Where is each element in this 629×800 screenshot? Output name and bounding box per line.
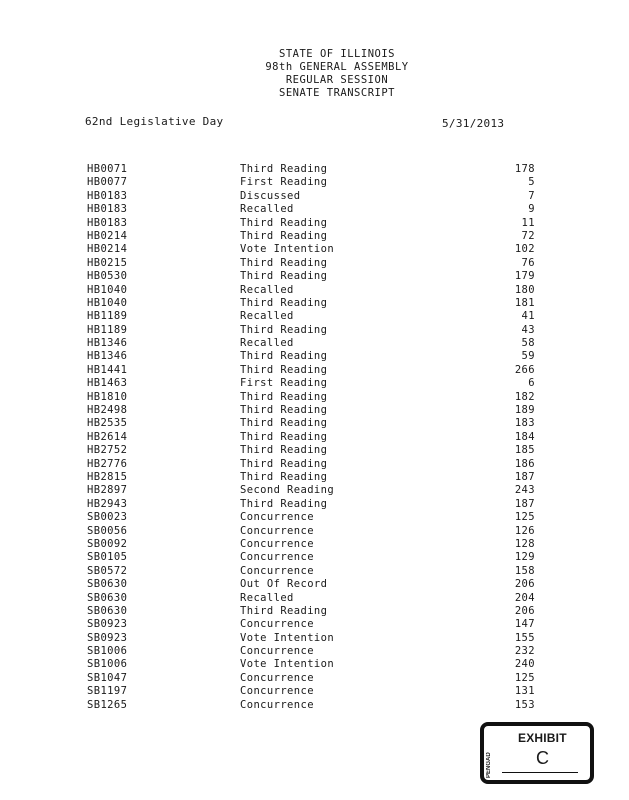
index-row <box>0 417 629 430</box>
bill-action: Out Of Record <box>240 578 328 591</box>
bill-number: SB0630 <box>87 604 128 617</box>
index-row <box>0 230 629 243</box>
page-number: 102 <box>514 243 535 256</box>
page-number: 155 <box>514 631 535 644</box>
bill-action: Recalled <box>240 310 294 323</box>
bill-number: HB1189 <box>87 310 128 323</box>
bill-action: Concurrence <box>240 551 314 564</box>
bill-number: SB0105 <box>87 551 128 564</box>
bill-action: Vote Intention <box>240 658 335 671</box>
bill-action: Concurrence <box>240 685 314 698</box>
bill-action: Concurrence <box>240 537 314 550</box>
index-row <box>0 350 629 363</box>
index-row <box>0 685 629 698</box>
index-row <box>0 243 629 256</box>
index-row <box>0 431 629 444</box>
bill-action: Third Reading <box>240 350 328 363</box>
bill-action: Concurrence <box>240 524 314 537</box>
bill-number: HB2614 <box>87 430 128 443</box>
index-row <box>0 498 629 511</box>
index-row <box>0 284 629 297</box>
bill-action: Concurrence <box>240 618 314 631</box>
bill-number: HB0183 <box>87 189 128 202</box>
bill-index-list <box>0 163 629 712</box>
exhibit-letter: C <box>536 748 549 768</box>
page-number: 125 <box>514 511 535 524</box>
bill-action: Recalled <box>240 203 294 216</box>
page-number: 158 <box>514 564 535 577</box>
bill-action: Recalled <box>240 337 294 350</box>
page-number: 126 <box>514 524 535 537</box>
index-row <box>0 404 629 417</box>
page-number: 240 <box>514 658 535 671</box>
bill-number: SB1047 <box>87 671 128 684</box>
bill-number: HB0530 <box>87 270 128 283</box>
bill-number: HB1346 <box>87 337 128 350</box>
index-row <box>0 217 629 230</box>
index-row <box>0 203 629 216</box>
index-row <box>0 645 629 658</box>
bill-number: SB0092 <box>87 537 128 550</box>
bill-action: Discussed <box>240 189 301 202</box>
exhibit-side-text: PENGAD <box>486 752 492 778</box>
index-row <box>0 190 629 203</box>
bill-number: SB0572 <box>87 564 128 577</box>
bill-action: Third Reading <box>240 256 328 269</box>
bill-number: HB1346 <box>87 350 128 363</box>
page-number: 41 <box>521 310 535 323</box>
index-row <box>0 525 629 538</box>
page-number: 5 <box>528 176 535 189</box>
page-number: 182 <box>514 390 535 403</box>
bill-action: Third Reading <box>240 604 328 617</box>
bill-number: SB1265 <box>87 698 128 711</box>
bill-number: HB2815 <box>87 470 128 483</box>
bill-number: HB0077 <box>87 176 128 189</box>
page-number: 181 <box>514 296 535 309</box>
index-row <box>0 538 629 551</box>
index-row <box>0 297 629 310</box>
page-number: 6 <box>528 377 535 390</box>
index-row <box>0 551 629 564</box>
bill-number: HB1040 <box>87 296 128 309</box>
bill-number: HB1463 <box>87 377 128 390</box>
bill-action: Third Reading <box>240 417 328 430</box>
page-number: 187 <box>514 470 535 483</box>
index-row <box>0 337 629 350</box>
index-row <box>0 176 629 189</box>
index-row <box>0 658 629 671</box>
bill-number: SB0923 <box>87 631 128 644</box>
page-number: 147 <box>514 618 535 631</box>
bill-action: Concurrence <box>240 645 314 658</box>
index-row <box>0 377 629 390</box>
bill-action: Concurrence <box>240 511 314 524</box>
index-row <box>0 458 629 471</box>
bill-action: Third Reading <box>240 404 328 417</box>
page-number: 243 <box>514 484 535 497</box>
bill-number: SB0630 <box>87 591 128 604</box>
bill-number: SB1006 <box>87 645 128 658</box>
exhibit-stamp <box>480 722 594 784</box>
bill-number: HB1189 <box>87 323 128 336</box>
page-number: 131 <box>514 685 535 698</box>
bill-action: Second Reading <box>240 484 335 497</box>
transcript-date: 5/31/2013 <box>442 117 505 130</box>
bill-action: First Reading <box>240 176 328 189</box>
page-number: 266 <box>514 363 535 376</box>
bill-number: HB0215 <box>87 256 128 269</box>
page-number: 184 <box>514 430 535 443</box>
index-row <box>0 592 629 605</box>
bill-number: SB0023 <box>87 511 128 524</box>
index-row <box>0 511 629 524</box>
page-number: 204 <box>514 591 535 604</box>
page-number: 7 <box>528 189 535 202</box>
bill-action: Recalled <box>240 591 294 604</box>
exhibit-title: EXHIBIT <box>518 731 567 745</box>
index-row <box>0 364 629 377</box>
legislative-day: 62nd Legislative Day <box>85 115 224 128</box>
header-state: STATE OF ILLINOIS <box>279 48 395 60</box>
index-row <box>0 471 629 484</box>
bill-action: Third Reading <box>240 444 328 457</box>
bill-number: SB0056 <box>87 524 128 537</box>
bill-action: First Reading <box>240 377 328 390</box>
bill-action: Third Reading <box>240 163 328 175</box>
bill-number: HB2776 <box>87 457 128 470</box>
index-row <box>0 310 629 323</box>
bill-action: Concurrence <box>240 671 314 684</box>
index-row <box>0 605 629 618</box>
page-number: 43 <box>521 323 535 336</box>
bill-action: Third Reading <box>240 216 328 229</box>
exhibit-underline <box>502 772 578 773</box>
index-row <box>0 257 629 270</box>
page-number: 128 <box>514 537 535 550</box>
bill-number: SB0630 <box>87 578 128 591</box>
bill-number: HB0214 <box>87 229 128 242</box>
page-number: 180 <box>514 283 535 296</box>
bill-action: Third Reading <box>240 470 328 483</box>
page-number: 179 <box>514 270 535 283</box>
page-number: 58 <box>521 337 535 350</box>
bill-number: HB1810 <box>87 390 128 403</box>
bill-number: SB1197 <box>87 685 128 698</box>
bill-number: HB2897 <box>87 484 128 497</box>
page-number: 206 <box>514 578 535 591</box>
bill-action: Vote Intention <box>240 243 335 256</box>
page-number: 9 <box>528 203 535 216</box>
bill-action: Third Reading <box>240 430 328 443</box>
bill-action: Third Reading <box>240 390 328 403</box>
index-row <box>0 163 629 176</box>
page-number: 232 <box>514 645 535 658</box>
index-row <box>0 565 629 578</box>
bill-number: SB0923 <box>87 618 128 631</box>
bill-number: HB0071 <box>87 163 128 175</box>
page-number: 76 <box>521 256 535 269</box>
transcript-header <box>0 48 629 100</box>
bill-number: HB2535 <box>87 417 128 430</box>
page-number: 153 <box>514 698 535 711</box>
bill-action: Recalled <box>240 283 294 296</box>
page-number: 186 <box>514 457 535 470</box>
page-number: 72 <box>521 229 535 242</box>
index-row <box>0 699 629 712</box>
bill-number: HB0183 <box>87 203 128 216</box>
page-number: 11 <box>521 216 535 229</box>
bill-action: Third Reading <box>240 296 328 309</box>
bill-number: HB0183 <box>87 216 128 229</box>
header-transcript: SENATE TRANSCRIPT <box>279 87 395 99</box>
bill-number: HB2498 <box>87 404 128 417</box>
bill-action: Vote Intention <box>240 631 335 644</box>
index-row <box>0 672 629 685</box>
index-row <box>0 618 629 631</box>
bill-number: HB1441 <box>87 363 128 376</box>
bill-number: HB0214 <box>87 243 128 256</box>
page-number: 189 <box>514 404 535 417</box>
page-number: 125 <box>514 671 535 684</box>
index-row <box>0 270 629 283</box>
header-session: REGULAR SESSION <box>285 74 389 86</box>
header-assembly: 98th GENERAL ASSEMBLY <box>265 61 409 73</box>
index-row <box>0 324 629 337</box>
index-row <box>0 632 629 645</box>
bill-action: Third Reading <box>240 497 328 510</box>
bill-number: HB2752 <box>87 444 128 457</box>
bill-action: Concurrence <box>240 564 314 577</box>
page-number: 187 <box>514 497 535 510</box>
page-number: 185 <box>514 444 535 457</box>
page-number: 129 <box>514 551 535 564</box>
index-row <box>0 578 629 591</box>
page-number: 59 <box>521 350 535 363</box>
bill-action: Third Reading <box>240 457 328 470</box>
bill-action: Concurrence <box>240 698 314 711</box>
index-row <box>0 484 629 497</box>
page-number: 178 <box>514 163 535 175</box>
bill-action: Third Reading <box>240 270 328 283</box>
page-number: 206 <box>514 604 535 617</box>
bill-action: Third Reading <box>240 363 328 376</box>
bill-number: SB1006 <box>87 658 128 671</box>
index-row <box>0 391 629 404</box>
bill-action: Third Reading <box>240 229 328 242</box>
page-number: 183 <box>514 417 535 430</box>
bill-action: Third Reading <box>240 323 328 336</box>
bill-number: HB2943 <box>87 497 128 510</box>
bill-number: HB1040 <box>87 283 128 296</box>
index-row <box>0 444 629 457</box>
